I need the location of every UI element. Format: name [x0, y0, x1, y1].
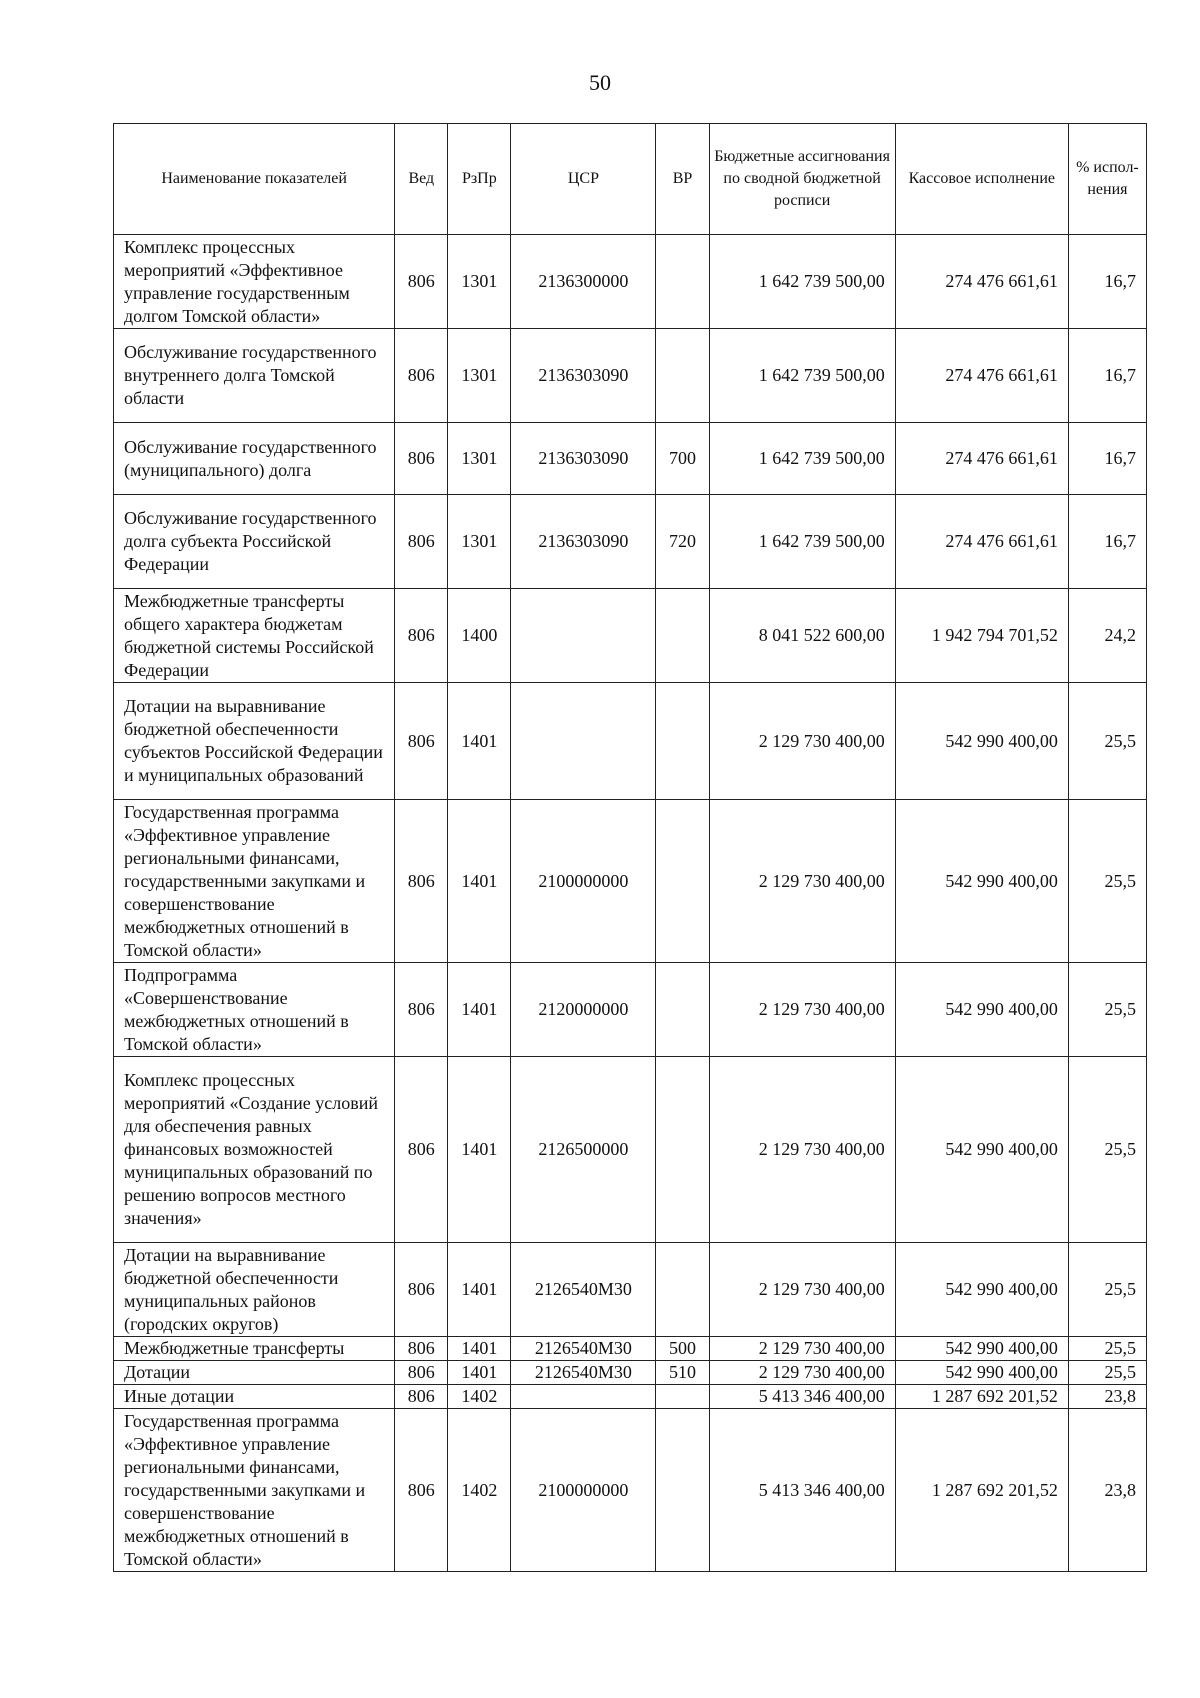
cell-vr: [656, 1243, 709, 1337]
cell-percent: 25,5: [1068, 683, 1146, 800]
cell-ved: 806: [395, 235, 448, 329]
header-csr: ЦСР: [511, 124, 656, 235]
cell-cash: 542 990 400,00: [895, 683, 1068, 800]
table-row: [114, 589, 1147, 683]
table-header-row: [114, 124, 1147, 235]
table-row: [114, 235, 1147, 329]
header-cash: Кассовое исполнение: [895, 124, 1068, 235]
cell-percent: 24,2: [1068, 589, 1146, 683]
cell-percent: 16,7: [1068, 329, 1146, 423]
cell-ved: 806: [395, 1361, 448, 1385]
cell-vr: [656, 683, 709, 800]
cell-budget: 1 642 739 500,00: [709, 235, 895, 329]
cell-percent: 25,5: [1068, 800, 1146, 963]
cell-budget: 5 413 346 400,00: [709, 1385, 895, 1409]
table-row: [114, 683, 1147, 800]
cell-rzpr: 1401: [448, 683, 511, 800]
cell-cash: 274 476 661,61: [895, 329, 1068, 423]
cell-ved: 806: [395, 495, 448, 589]
cell-ved: 806: [395, 423, 448, 495]
page-number: 50: [589, 70, 611, 95]
cell-rzpr: 1301: [448, 235, 511, 329]
header-name: Наименование показателей: [114, 124, 395, 235]
table-row: [114, 1409, 1147, 1572]
cell-name: Комплекс процессных мероприятий «Эффективное управление государственным долгом Томской области»: [114, 235, 395, 329]
cell-cash: 274 476 661,61: [895, 495, 1068, 589]
cell-csr: 2126540М30: [511, 1361, 656, 1385]
cell-rzpr: 1301: [448, 329, 511, 423]
cell-vr: [656, 800, 709, 963]
table-row: [114, 963, 1147, 1057]
cell-csr: 2126500000: [511, 1057, 656, 1243]
cell-name: Обслуживание государственного внутреннего долга Томской области: [114, 329, 395, 423]
cell-cash: 542 990 400,00: [895, 1361, 1068, 1385]
cell-rzpr: 1401: [448, 963, 511, 1057]
cell-cash: 274 476 661,61: [895, 423, 1068, 495]
cell-ved: 806: [395, 1243, 448, 1337]
cell-vr: [656, 1385, 709, 1409]
cell-vr: [656, 963, 709, 1057]
cell-ved: 806: [395, 1385, 448, 1409]
cell-budget: 2 129 730 400,00: [709, 683, 895, 800]
cell-budget: 2 129 730 400,00: [709, 1243, 895, 1337]
cell-csr: 2136303090: [511, 495, 656, 589]
cell-name: Государственная программа «Эффективное управление региональными финансами, государственными закупками и совершенствование межбюджетных отношений в Томской области»: [114, 1409, 395, 1572]
cell-budget: 2 129 730 400,00: [709, 800, 895, 963]
budget-execution-table: [113, 123, 1147, 1572]
cell-cash: 1 942 794 701,52: [895, 589, 1068, 683]
table-row: [114, 1057, 1147, 1243]
cell-budget: 1 642 739 500,00: [709, 495, 895, 589]
cell-budget: 2 129 730 400,00: [709, 963, 895, 1057]
cell-csr: 2100000000: [511, 1409, 656, 1572]
cell-cash: 1 287 692 201,52: [895, 1409, 1068, 1572]
cell-ved: 806: [395, 329, 448, 423]
cell-percent: 25,5: [1068, 1361, 1146, 1385]
cell-csr: 2126540М30: [511, 1337, 656, 1361]
table-row: [114, 1337, 1147, 1361]
cell-ved: 806: [395, 1409, 448, 1572]
cell-rzpr: 1401: [448, 1361, 511, 1385]
cell-vr: 700: [656, 423, 709, 495]
cell-csr: 2120000000: [511, 963, 656, 1057]
cell-percent: 23,8: [1068, 1385, 1146, 1409]
cell-cash: 542 990 400,00: [895, 1243, 1068, 1337]
cell-csr: 2126540М30: [511, 1243, 656, 1337]
cell-rzpr: 1402: [448, 1385, 511, 1409]
cell-percent: 25,5: [1068, 1243, 1146, 1337]
cell-percent: 16,7: [1068, 423, 1146, 495]
cell-ved: 806: [395, 1337, 448, 1361]
cell-cash: 542 990 400,00: [895, 963, 1068, 1057]
cell-ved: 806: [395, 589, 448, 683]
cell-budget: 1 642 739 500,00: [709, 423, 895, 495]
cell-vr: [656, 329, 709, 423]
cell-budget: 8 041 522 600,00: [709, 589, 895, 683]
cell-name: Дотации на выравнивание бюджетной обеспеченности муниципальных районов (городских округов): [114, 1243, 395, 1337]
cell-budget: 2 129 730 400,00: [709, 1361, 895, 1385]
cell-ved: 806: [395, 683, 448, 800]
cell-csr: [511, 589, 656, 683]
cell-rzpr: 1401: [448, 800, 511, 963]
cell-cash: 1 287 692 201,52: [895, 1385, 1068, 1409]
cell-percent: 23,8: [1068, 1409, 1146, 1572]
header-rzpr: РзПр: [448, 124, 511, 235]
cell-percent: 25,5: [1068, 1337, 1146, 1361]
table-row: [114, 495, 1147, 589]
cell-name: Подпрограмма «Совершенствование межбюджетных отношений в Томской области»: [114, 963, 395, 1057]
cell-vr: 720: [656, 495, 709, 589]
cell-vr: 500: [656, 1337, 709, 1361]
cell-budget: 2 129 730 400,00: [709, 1057, 895, 1243]
cell-cash: 274 476 661,61: [895, 235, 1068, 329]
cell-vr: [656, 1057, 709, 1243]
cell-rzpr: 1301: [448, 495, 511, 589]
table-row: [114, 329, 1147, 423]
cell-budget: 5 413 346 400,00: [709, 1409, 895, 1572]
table-row: [114, 423, 1147, 495]
cell-name: Межбюджетные трансферты: [114, 1337, 395, 1361]
cell-csr: 2100000000: [511, 800, 656, 963]
cell-rzpr: 1301: [448, 423, 511, 495]
cell-ved: 806: [395, 1057, 448, 1243]
cell-name: Обслуживание государственного (муниципального) долга: [114, 423, 395, 495]
header-vr: ВР: [656, 124, 709, 235]
table-row: [114, 1385, 1147, 1409]
cell-vr: [656, 235, 709, 329]
cell-name: Иные дотации: [114, 1385, 395, 1409]
header-percent: % испол-нения: [1068, 124, 1146, 235]
cell-rzpr: 1401: [448, 1057, 511, 1243]
table-row: [114, 800, 1147, 963]
table-row: [114, 1243, 1147, 1337]
cell-name: Государственная программа «Эффективное управление региональными финансами, государственными закупками и совершенствование межбюджетных отношений в Томской области»: [114, 800, 395, 963]
cell-cash: 542 990 400,00: [895, 800, 1068, 963]
cell-ved: 806: [395, 800, 448, 963]
cell-name: Межбюджетные трансферты общего характера бюджетам бюджетной системы Российской Федерации: [114, 589, 395, 683]
cell-vr: [656, 1409, 709, 1572]
cell-name: Комплекс процессных мероприятий «Создание условий для обеспечения равных финансовых возможностей муниципальных образований по решению вопросов местного значения»: [114, 1057, 395, 1243]
cell-rzpr: 1401: [448, 1337, 511, 1361]
header-ved: Вед: [395, 124, 448, 235]
cell-name: Обслуживание государственного долга субъекта Российской Федерации: [114, 495, 395, 589]
cell-csr: 2136300000: [511, 235, 656, 329]
cell-percent: 16,7: [1068, 235, 1146, 329]
cell-ved: 806: [395, 963, 448, 1057]
cell-csr: 2136303090: [511, 329, 656, 423]
cell-rzpr: 1401: [448, 1243, 511, 1337]
cell-rzpr: 1402: [448, 1409, 511, 1572]
cell-name: Дотации: [114, 1361, 395, 1385]
cell-vr: 510: [656, 1361, 709, 1385]
cell-budget: 2 129 730 400,00: [709, 1337, 895, 1361]
cell-percent: 25,5: [1068, 963, 1146, 1057]
cell-rzpr: 1400: [448, 589, 511, 683]
cell-cash: 542 990 400,00: [895, 1337, 1068, 1361]
header-budget: Бюджетные ассигнования по сводной бюджетной росписи: [709, 124, 895, 235]
cell-name: Дотации на выравнивание бюджетной обеспеченности субъектов Российской Федерации и муниципальных образований: [114, 683, 395, 800]
cell-csr: [511, 1385, 656, 1409]
cell-vr: [656, 589, 709, 683]
cell-budget: 1 642 739 500,00: [709, 329, 895, 423]
cell-cash: 542 990 400,00: [895, 1057, 1068, 1243]
cell-percent: 16,7: [1068, 495, 1146, 589]
cell-csr: 2136303090: [511, 423, 656, 495]
table-row: [114, 1361, 1147, 1385]
cell-percent: 25,5: [1068, 1057, 1146, 1243]
cell-csr: [511, 683, 656, 800]
